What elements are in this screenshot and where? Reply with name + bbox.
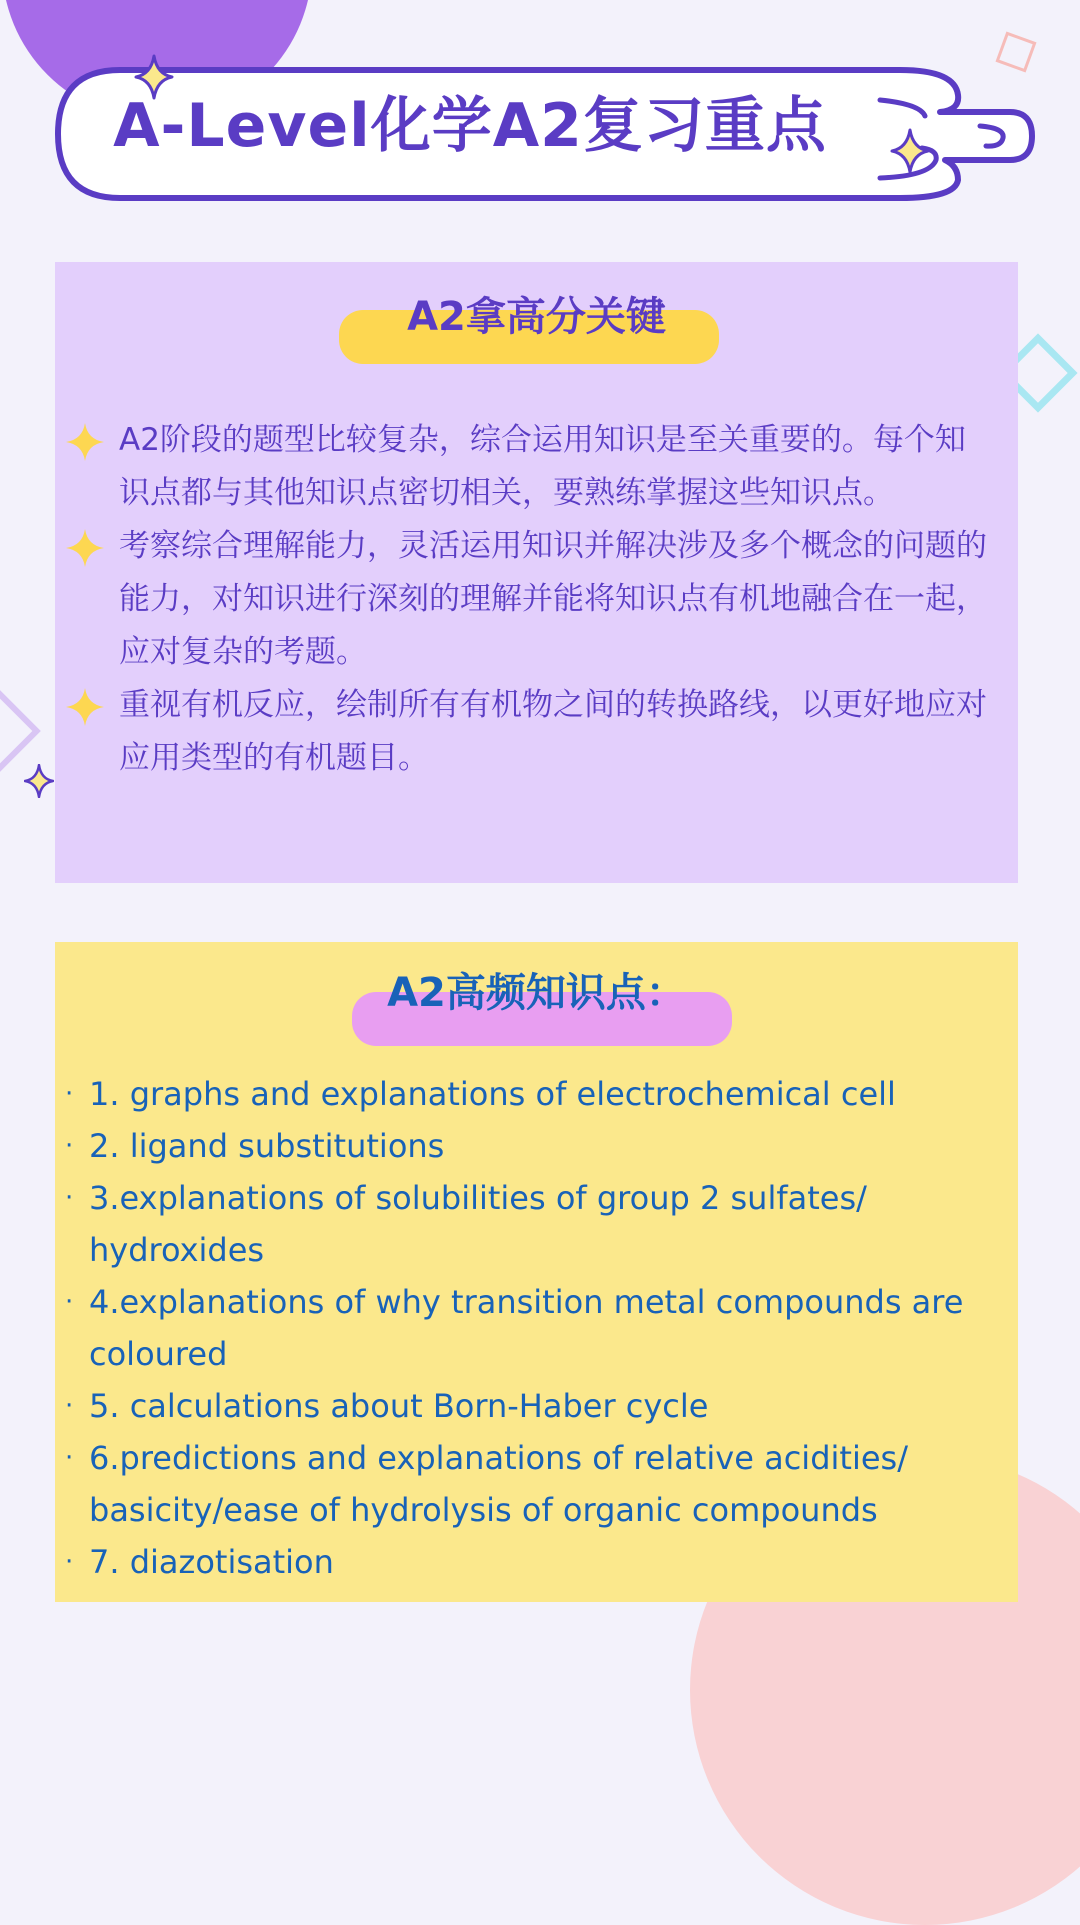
list-item (65, 679, 995, 785)
title-banner (0, 0, 1080, 230)
bullet-dot: · (65, 1079, 74, 1109)
topic-text: 7. diazotisation (89, 1543, 334, 1581)
list-item (63, 1276, 993, 1380)
sparkle-icon (24, 764, 54, 798)
list-item (63, 1172, 993, 1276)
key-point-text: 重视有机反应，绘制所有有机物之间的转换路线，以更好地应对应用类型的有机题目。 (119, 687, 987, 776)
bullet-dot: · (65, 1443, 74, 1473)
topic-text: 5. calculations about Born-Haber cycle (89, 1387, 709, 1425)
bullet-dot: · (65, 1131, 74, 1161)
bullet-dot: · (65, 1547, 74, 1577)
topic-text: 3.explanations of solubilities of group 2 sulfates/ hydroxides (89, 1179, 867, 1269)
list-item (63, 1432, 993, 1536)
bullet-dot: · (65, 1287, 74, 1317)
key-points-card (55, 262, 1018, 883)
list-item (63, 1380, 993, 1432)
list-item (63, 1536, 993, 1588)
four-point-star-icon (65, 687, 105, 727)
topic-text: 1. graphs and explanations of electrochemical cell (89, 1075, 896, 1113)
topics-list (63, 1068, 993, 1588)
topics-card (55, 942, 1018, 1602)
key-point-text: A2阶段的题型比较复杂，综合运用知识是至关重要的。每个知识点都与其他知识点密切相关，要熟练掌握这些知识点。 (119, 422, 966, 511)
bullet-dot: · (65, 1183, 74, 1213)
key-point-text: 考察综合理解能力，灵活运用知识并解决涉及多个概念的问题的能力，对知识进行深刻的理解并能将知识点有机地融合在一起，应对复杂的考题。 (119, 528, 987, 670)
topic-text: 4.explanations of why transition metal compounds are coloured (89, 1283, 964, 1373)
four-point-star-icon (65, 528, 105, 568)
list-item (63, 1068, 993, 1120)
decorative-lilac-diamond (0, 687, 41, 775)
four-point-star-icon (65, 422, 105, 462)
bullet-dot: · (65, 1391, 74, 1421)
key-points-heading: A2拿高分关键 (407, 294, 666, 340)
topic-text: 6.predictions and explanations of relative acidities/ basicity/ease of hydrolysis of organic compounds (89, 1439, 908, 1529)
list-item (65, 414, 995, 520)
topic-text: 2. ligand substitutions (89, 1127, 445, 1165)
key-points-list (65, 414, 995, 785)
sparkle-icon (890, 128, 930, 174)
list-item (63, 1120, 993, 1172)
topics-heading: A2高频知识点： (387, 970, 686, 1016)
page-title: A-Level化学A2复习重点 (113, 91, 827, 161)
list-item (65, 520, 995, 679)
